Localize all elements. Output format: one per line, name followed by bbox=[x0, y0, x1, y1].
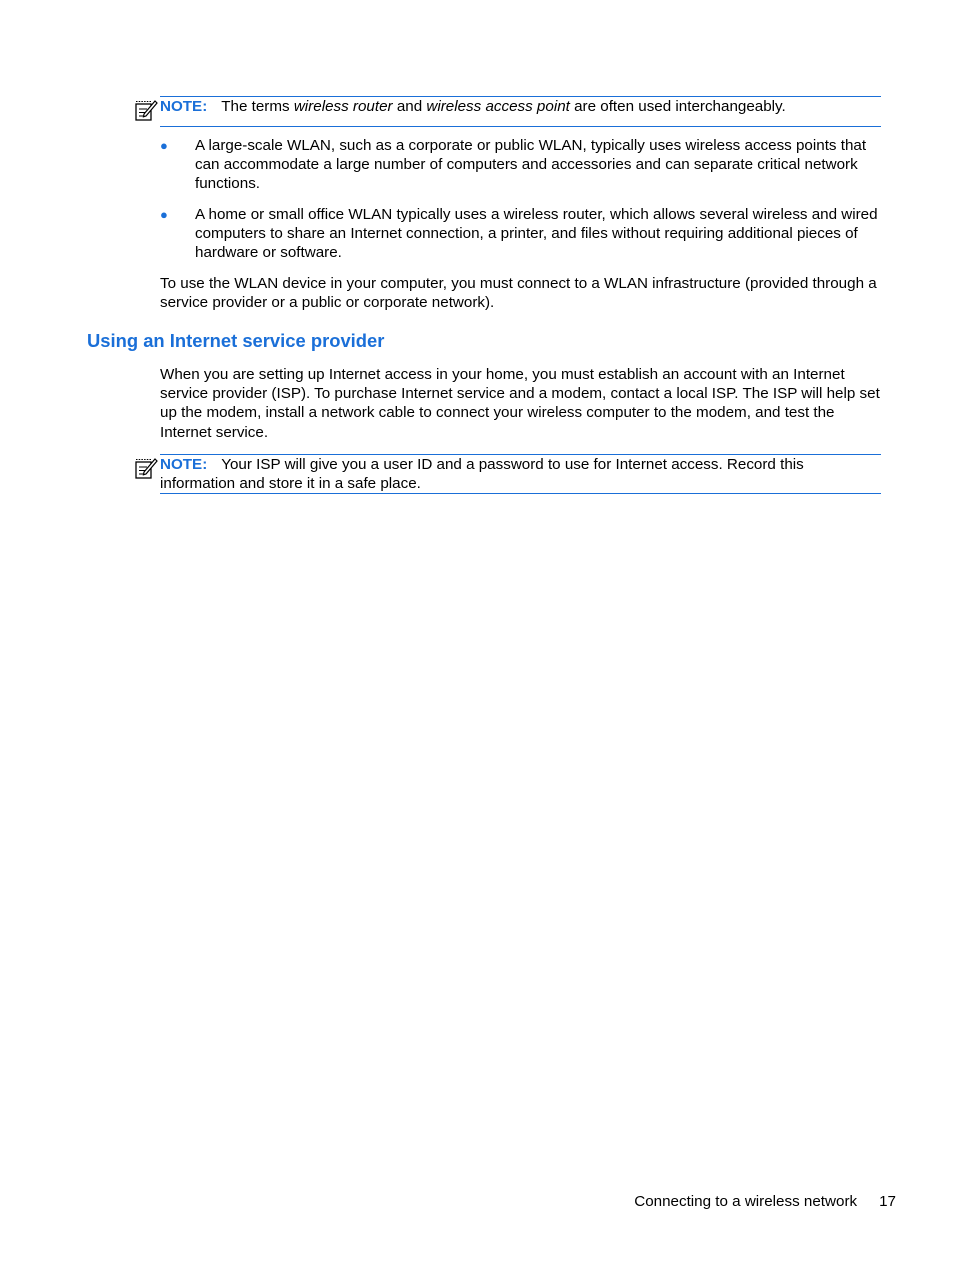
page-number: 17 bbox=[879, 1193, 896, 1210]
list-item bbox=[160, 205, 881, 263]
note-text bbox=[160, 97, 881, 116]
note-text-part: and bbox=[392, 98, 427, 115]
bullet-icon: ● bbox=[160, 138, 168, 153]
term-wireless-access-point: wireless access point bbox=[426, 98, 570, 115]
section-body: When you are setting up Internet access in your home, you must establish an account with an Internet service provider (ISP). To purchase Internet service and a modem, contact a local ISP. The ISP will help set up the modem, install a network cable to connect your wireless computer to the modem, and test the Internet service. bbox=[160, 366, 880, 441]
list-item-text: A large-scale WLAN, such as a corporate or public WLAN, typically uses wireless access points that can accommodate a large number of computers and accessories and can separate critical network functions. bbox=[195, 137, 867, 193]
note-text-part: Your ISP will give you a user ID and a password to use for Internet access. Record this information and store it in a safe place. bbox=[160, 456, 804, 493]
note-box bbox=[160, 96, 881, 127]
note-pencil-icon bbox=[134, 98, 158, 122]
list-item bbox=[160, 136, 881, 194]
body-paragraph: To use the WLAN device in your computer, you must connect to a WLAN infrastructure (provided through a service provider or a public or corporate network). bbox=[160, 275, 877, 312]
term-wireless-router: wireless router bbox=[293, 98, 393, 115]
section-heading: Using an Internet service provider bbox=[87, 330, 385, 351]
note-label: NOTE: bbox=[160, 98, 208, 115]
note-label: NOTE: bbox=[160, 456, 208, 473]
note-text-part: The terms bbox=[221, 98, 294, 115]
page-footer bbox=[634, 1192, 896, 1211]
note-text-part: are often used interchangeably. bbox=[569, 98, 786, 115]
list-item-text: A home or small office WLAN typically uses a wireless router, which allows several wireless and wired computers to share an Internet connection, a printer, and files without requiring additional pieces of hardware or software. bbox=[195, 206, 878, 262]
note-text bbox=[160, 455, 881, 493]
bullet-icon: ● bbox=[160, 207, 168, 222]
note-pencil-icon bbox=[134, 456, 158, 480]
note-box bbox=[160, 454, 881, 494]
footer-chapter: Connecting to a wireless network bbox=[634, 1193, 858, 1210]
